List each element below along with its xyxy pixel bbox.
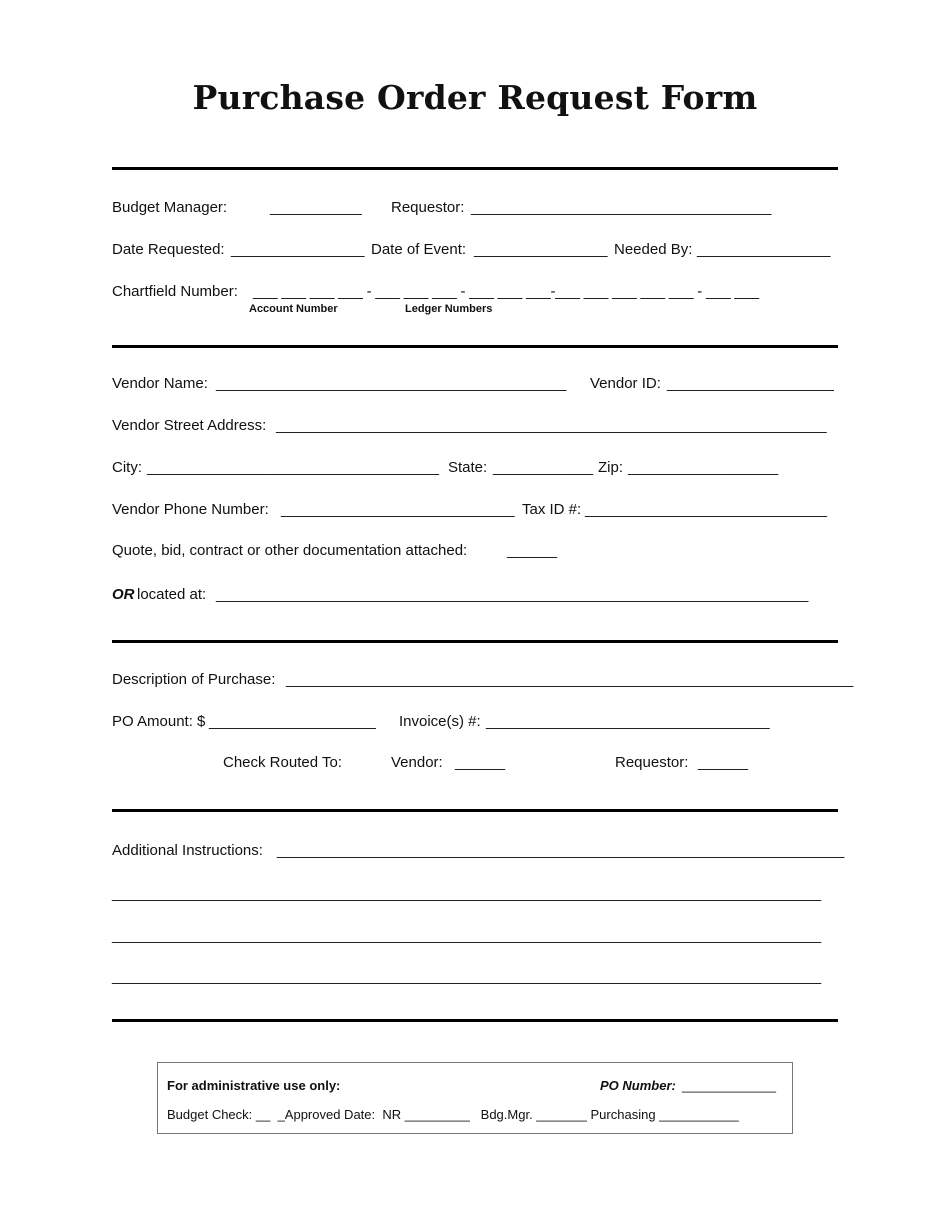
date-requested-label: Date Requested:	[112, 241, 225, 258]
invoice-field[interactable]: __________________________________	[486, 713, 770, 730]
po-amount-label: PO Amount: $	[112, 713, 206, 730]
check-requestor-label: Requestor:	[615, 754, 689, 771]
street-address-field[interactable]: __________________________________________________________________	[276, 417, 827, 434]
description-field[interactable]: ____________________________________________________________________	[286, 671, 854, 688]
tax-id-field[interactable]: _____________________________	[585, 501, 827, 518]
chartfield-field[interactable]: ___ ___ ___ ___ - ___ ___ ___ - ___ ___ ___-___ ___ ___ ___ ___ - ___ ___	[253, 283, 759, 300]
zip-label: Zip:	[598, 459, 624, 476]
chartfield-label: Chartfield Number:	[112, 283, 238, 300]
check-vendor-label: Vendor:	[391, 754, 443, 771]
city-label: City:	[112, 459, 142, 476]
po-number-field[interactable]: _____________	[682, 1078, 776, 1093]
budget-manager-field[interactable]: ___________	[270, 199, 362, 216]
vendor-id-label: Vendor ID:	[590, 375, 661, 392]
vendor-id-field[interactable]: ____________________	[667, 375, 834, 392]
ledger-numbers-caption: Ledger Numbers	[405, 303, 493, 315]
admin-heading: For administrative use only:	[167, 1078, 341, 1093]
requestor-field[interactable]: ____________________________________	[471, 199, 772, 216]
section-divider	[112, 345, 838, 348]
admin-box	[157, 1062, 793, 1134]
date-of-event-field[interactable]: ________________	[474, 241, 608, 258]
account-number-caption: Account Number	[249, 303, 338, 315]
vendor-phone-label: Vendor Phone Number:	[112, 501, 269, 518]
po-number-label: PO Number:	[600, 1078, 676, 1093]
instructions-line[interactable]: _____________________________________________________________________________________	[112, 968, 822, 985]
requestor-label: Requestor:	[391, 199, 465, 216]
section-divider	[112, 809, 838, 812]
page-title: Purchase Order Request Form	[192, 78, 758, 117]
check-routed-label: Check Routed To:	[223, 754, 342, 771]
check-requestor-field[interactable]: ______	[698, 754, 749, 771]
invoice-label: Invoice(s) #:	[399, 713, 481, 730]
vendor-phone-field[interactable]: ____________________________	[281, 501, 515, 518]
located-at-label: located at:	[137, 586, 207, 603]
instructions-line[interactable]: _____________________________________________________________________________________	[112, 927, 822, 944]
or-word: OR	[112, 586, 135, 603]
zip-field[interactable]: __________________	[628, 459, 779, 476]
admin-budget-check-line[interactable]: Budget Check: __ _Approved Date: NR _________ Bdg.Mgr. _______ Purchasing ___________	[167, 1107, 739, 1122]
needed-by-field[interactable]: ________________	[697, 241, 831, 258]
located-at-field[interactable]: _______________________________________________________________________	[216, 586, 809, 603]
vendor-name-field[interactable]: __________________________________________	[216, 375, 567, 392]
instructions-line[interactable]: _____________________________________________________________________________________	[112, 885, 822, 902]
instructions-label: Additional Instructions:	[112, 842, 263, 859]
date-of-event-label: Date of Event:	[371, 241, 467, 258]
check-vendor-field[interactable]: ______	[455, 754, 506, 771]
quote-attached-field[interactable]: ______	[507, 542, 558, 559]
instructions-field[interactable]: ____________________________________________________________________	[277, 842, 845, 859]
street-address-label: Vendor Street Address:	[112, 417, 267, 434]
section-divider	[112, 640, 838, 643]
state-label: State:	[448, 459, 488, 476]
tax-id-label: Tax ID #:	[522, 501, 582, 518]
section-divider	[112, 1019, 838, 1022]
description-label: Description of Purchase:	[112, 671, 276, 688]
needed-by-label: Needed By:	[614, 241, 693, 258]
quote-attached-label: Quote, bid, contract or other documentation attached:	[112, 542, 468, 559]
section-divider	[112, 167, 838, 170]
po-amount-field[interactable]: ____________________	[209, 713, 376, 730]
budget-manager-label: Budget Manager:	[112, 199, 228, 216]
date-requested-field[interactable]: ________________	[231, 241, 365, 258]
city-field[interactable]: ___________________________________	[147, 459, 439, 476]
state-field[interactable]: ____________	[493, 459, 594, 476]
vendor-name-label: Vendor Name:	[112, 375, 208, 392]
